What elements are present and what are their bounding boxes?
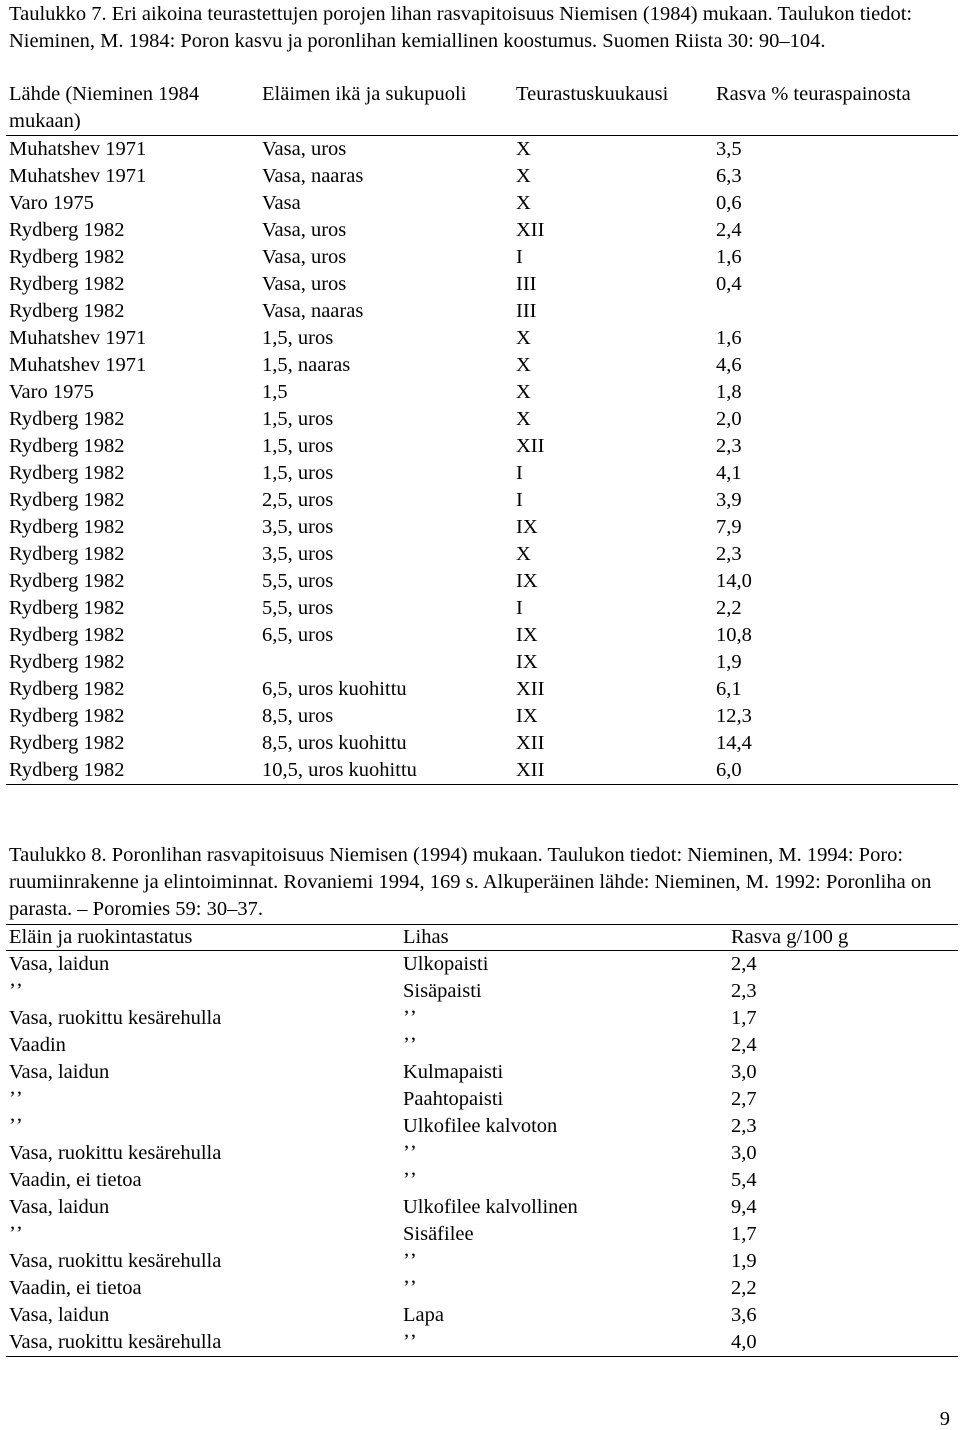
table-cell: I	[516, 597, 523, 619]
table-cell: 2,0	[716, 408, 742, 430]
table-cell: 4,0	[728, 1329, 958, 1357]
table-cell: 1,8	[716, 381, 742, 403]
table-cell: Vasa, ruokittu kesärehulla	[6, 1329, 400, 1357]
header-meat: Lihas	[400, 925, 728, 951]
table-row	[6, 1086, 958, 1113]
table-cell: Sisäpaisti	[403, 980, 482, 1002]
table-cell: ʼʼ	[400, 1329, 728, 1357]
table-cell: Rydberg 1982	[9, 624, 125, 646]
table-cell: 2,4	[716, 219, 742, 241]
table-cell: 1,5, uros	[262, 435, 334, 457]
table-cell: Muhatshev 1971	[9, 327, 147, 349]
table-cell: 3,6	[731, 1304, 757, 1326]
table-cell: Vasa, uros	[262, 273, 347, 295]
table7	[6, 81, 958, 785]
table-row	[6, 1005, 958, 1032]
table-row	[6, 541, 958, 568]
table-cell: Rydberg 1982	[9, 705, 125, 727]
table8-caption: Taulukko 8. Poronlihan rasvapitoisuus Niemisen (1994) mukaan. Taulukon tiedot: Nieminen, M. 1994: Poro: ruumiinrakenne ja elintoiminnat. Rovaniemi 1994, 169 s. Alkuperäinen lähde: Nieminen, M. 1992: Poronliha on parasta. – Poromies 59: 30–37.	[9, 844, 932, 920]
table-cell: Vasa, ruokittu kesärehulla	[9, 1142, 222, 1164]
table-cell: XII	[516, 732, 545, 754]
table-cell: IX	[516, 651, 538, 673]
table-cell: Muhatshev 1971	[9, 138, 147, 160]
table-row	[6, 1275, 958, 1302]
table-cell: ʼʼ	[9, 980, 23, 1002]
table-cell: Vasa, uros	[262, 219, 347, 241]
table-cell: 1,9	[731, 1250, 757, 1272]
table-row	[6, 595, 958, 622]
table-cell: 1,5	[262, 381, 288, 403]
table-cell: III	[516, 300, 537, 322]
table-cell: 8,5, uros kuohittu	[262, 732, 407, 754]
table-row	[6, 1113, 958, 1140]
table-cell: Rydberg 1982	[9, 732, 125, 754]
table-cell: Vasa, ruokittu kesärehulla	[9, 1250, 222, 1272]
table-row	[6, 1059, 958, 1086]
table-row	[6, 1140, 958, 1167]
table-cell: 2,2	[716, 597, 742, 619]
table-row	[6, 487, 958, 514]
table-cell: 1,9	[716, 651, 742, 673]
table-cell: XII	[516, 678, 545, 700]
table-row	[6, 406, 958, 433]
table-cell: Rydberg 1982	[9, 219, 125, 241]
table-cell: X	[516, 192, 531, 214]
table-row	[6, 244, 958, 271]
table-cell: 6,0	[713, 757, 958, 785]
table-cell: Varo 1975	[9, 192, 94, 214]
table-cell: ʼʼ	[9, 1223, 23, 1245]
table-cell: 0,6	[716, 192, 742, 214]
table-cell: Kulmapaisti	[403, 1061, 504, 1083]
table-cell: Rydberg 1982	[9, 273, 125, 295]
table-cell: Rydberg 1982	[9, 597, 125, 619]
table-row	[6, 978, 958, 1005]
table7-header-row-continued	[6, 108, 958, 136]
table-cell: Muhatshev 1971	[9, 354, 147, 376]
table-cell: XII	[513, 757, 713, 785]
table-cell: III	[516, 273, 537, 295]
table-cell: 2,7	[731, 1088, 757, 1110]
table-row	[6, 433, 958, 460]
table-row	[6, 649, 958, 676]
table8	[6, 924, 958, 1357]
table-cell: 9,4	[731, 1196, 757, 1218]
table7-header-row	[6, 81, 958, 108]
table-cell: Vaadin, ei tietoa	[9, 1169, 142, 1191]
table-cell: 3,0	[731, 1061, 757, 1083]
table-row	[6, 1167, 958, 1194]
table-cell: X	[516, 138, 531, 160]
table-row	[6, 298, 958, 325]
table-cell: Ulkopaisti	[403, 953, 489, 975]
table-cell: Lapa	[403, 1304, 444, 1326]
table-cell: 6,3	[716, 165, 742, 187]
table-cell: IX	[516, 624, 538, 646]
table-cell: ʼʼ	[403, 1142, 417, 1164]
table-cell: Vasa, laidun	[9, 1196, 110, 1218]
table-cell: 7,9	[716, 516, 742, 538]
table-row	[6, 217, 958, 244]
table-cell: 1,7	[731, 1223, 757, 1245]
table-cell: Vasa	[262, 192, 301, 214]
table-cell: X	[516, 543, 531, 565]
table-cell: Vaadin, ei tietoa	[9, 1277, 142, 1299]
table-cell: XII	[516, 435, 545, 457]
table8-body	[6, 925, 958, 1357]
table-row	[6, 1329, 958, 1357]
table-row	[6, 676, 958, 703]
header-fat-g: Rasva g/100 g	[728, 925, 958, 951]
table-row	[6, 1032, 958, 1059]
table-row	[6, 460, 958, 487]
table-cell: 2,3	[731, 1115, 757, 1137]
table-cell: 2,5, uros	[262, 489, 334, 511]
table-cell: Rydberg 1982	[6, 757, 259, 785]
table-row	[6, 703, 958, 730]
table-cell: Rydberg 1982	[9, 408, 125, 430]
table-cell: Vasa, ruokittu kesärehulla	[9, 1007, 222, 1029]
table-row	[6, 514, 958, 541]
table-cell: Rydberg 1982	[9, 489, 125, 511]
header-month: Teurastuskuukausi	[516, 83, 669, 105]
table-cell: 10,5, uros kuohittu	[259, 757, 513, 785]
table-cell: ʼʼ	[403, 1277, 417, 1299]
table-cell: 1,5, uros	[262, 327, 334, 349]
table-cell: XII	[516, 219, 545, 241]
header-fat: Rasva % teuraspainosta	[716, 83, 911, 105]
header-source: Lähde (Nieminen 1984	[9, 83, 200, 105]
table-cell: 2,4	[731, 953, 757, 975]
header-source-cont: mukaan)	[6, 108, 259, 136]
table-cell: Rydberg 1982	[9, 516, 125, 538]
table-cell: I	[516, 462, 523, 484]
table-cell: 14,4	[716, 732, 752, 754]
table7-caption: Taulukko 7. Eri aikoina teurastettujen porojen lihan rasvapitoisuus Niemisen (1984) mukaan. Taulukon tiedot: Nieminen, M. 1984: Poron kasvu ja poronlihan kemiallinen koostumus. Suomen Riista 30: 90–104.	[9, 3, 913, 52]
table-cell: 2,4	[731, 1034, 757, 1056]
table-cell: Paahtopaisti	[403, 1088, 504, 1110]
table-cell: Rydberg 1982	[9, 543, 125, 565]
table-cell: ʼʼ	[9, 1115, 23, 1137]
table-cell: Muhatshev 1971	[9, 165, 147, 187]
table-cell: 6,5, uros	[262, 624, 334, 646]
table-row	[6, 190, 958, 217]
table8-header-row	[6, 925, 958, 951]
table-cell: Rydberg 1982	[9, 678, 125, 700]
table-cell: 3,5, uros	[262, 516, 334, 538]
table-cell: 1,5, uros	[262, 408, 334, 430]
table-cell: 3,5	[716, 138, 742, 160]
table-cell: Ulkofilee kalvoton	[403, 1115, 558, 1137]
table-cell: 2,2	[731, 1277, 757, 1299]
table-row	[6, 568, 958, 595]
table-cell	[259, 649, 513, 676]
table-cell: X	[516, 354, 531, 376]
table-cell: 5,4	[731, 1169, 757, 1191]
table-cell: ʼʼ	[403, 1034, 417, 1056]
table-cell: 5,5, uros	[262, 597, 334, 619]
table-row	[6, 163, 958, 190]
table-cell: X	[516, 408, 531, 430]
table-cell: 1,7	[731, 1007, 757, 1029]
table-cell: X	[516, 165, 531, 187]
table-cell: ʼʼ	[403, 1250, 417, 1272]
table-cell: 2,3	[716, 543, 742, 565]
table-row	[6, 622, 958, 649]
table-cell: 1,6	[716, 327, 742, 349]
table-row	[6, 1248, 958, 1275]
table-row	[6, 136, 958, 164]
table-cell: 0,4	[716, 273, 742, 295]
table-cell: 1,5, uros	[262, 462, 334, 484]
table-cell: Vasa, laidun	[9, 1061, 110, 1083]
table-row	[6, 1302, 958, 1329]
table-row	[6, 757, 958, 785]
table-cell: 2,3	[716, 435, 742, 457]
table-cell: Ulkofilee kalvollinen	[403, 1196, 578, 1218]
header-animal: Eläin ja ruokintastatus	[6, 925, 400, 951]
table-cell: 3,9	[716, 489, 742, 511]
table-row	[6, 352, 958, 379]
table-cell: IX	[516, 705, 538, 727]
table-cell: 4,6	[716, 354, 742, 376]
table-row	[6, 1194, 958, 1221]
table-cell: 4,1	[716, 462, 742, 484]
table-cell: Sisäfilee	[403, 1223, 474, 1245]
table-cell: Varo 1975	[9, 381, 94, 403]
table-cell: 1,6	[716, 246, 742, 268]
table-cell: ʼʼ	[9, 1088, 23, 1110]
table-cell: ʼʼ	[403, 1169, 417, 1191]
table-cell	[713, 298, 958, 325]
table-cell: 8,5, uros	[262, 705, 334, 727]
table-cell: I	[516, 246, 523, 268]
table-cell: Vasa, naaras	[262, 300, 364, 322]
table-cell: IX	[516, 516, 538, 538]
table-cell: 6,5, uros kuohittu	[262, 678, 407, 700]
table-row	[6, 325, 958, 352]
table-cell: I	[516, 489, 523, 511]
table-cell: X	[516, 327, 531, 349]
table-cell: 2,3	[731, 980, 757, 1002]
table-cell: X	[516, 381, 531, 403]
table-row	[6, 1221, 958, 1248]
table-cell: Vaadin	[9, 1034, 66, 1056]
table-cell: 5,5, uros	[262, 570, 334, 592]
table-cell: Rydberg 1982	[9, 570, 125, 592]
table-row	[6, 271, 958, 298]
header-age: Eläimen ikä ja sukupuoli	[262, 83, 467, 105]
table-cell: 10,8	[716, 624, 752, 646]
table-row	[6, 379, 958, 406]
table-cell: 14,0	[716, 570, 752, 592]
table-cell: Vasa, laidun	[9, 1304, 110, 1326]
table-cell: Rydberg 1982	[9, 300, 125, 322]
table7-body	[6, 81, 958, 785]
table-cell: Vasa, naaras	[262, 165, 364, 187]
table-cell: Vasa, uros	[262, 138, 347, 160]
table-cell: Rydberg 1982	[9, 651, 125, 673]
table-cell: Rydberg 1982	[9, 246, 125, 268]
table-row	[6, 951, 958, 979]
table-cell: 1,5, naaras	[262, 354, 351, 376]
table-cell: Rydberg 1982	[9, 462, 125, 484]
table-cell: 6,1	[716, 678, 742, 700]
table-cell: ʼʼ	[403, 1007, 417, 1029]
table-cell: 3,0	[731, 1142, 757, 1164]
table-cell: 12,3	[716, 705, 752, 727]
page-number: 9	[939, 1408, 950, 1430]
table-row	[6, 730, 958, 757]
table-cell: 3,5, uros	[262, 543, 334, 565]
table-cell: Vasa, laidun	[9, 953, 110, 975]
table-cell: Rydberg 1982	[9, 435, 125, 457]
table-cell: Vasa, uros	[262, 246, 347, 268]
table-cell: IX	[516, 570, 538, 592]
